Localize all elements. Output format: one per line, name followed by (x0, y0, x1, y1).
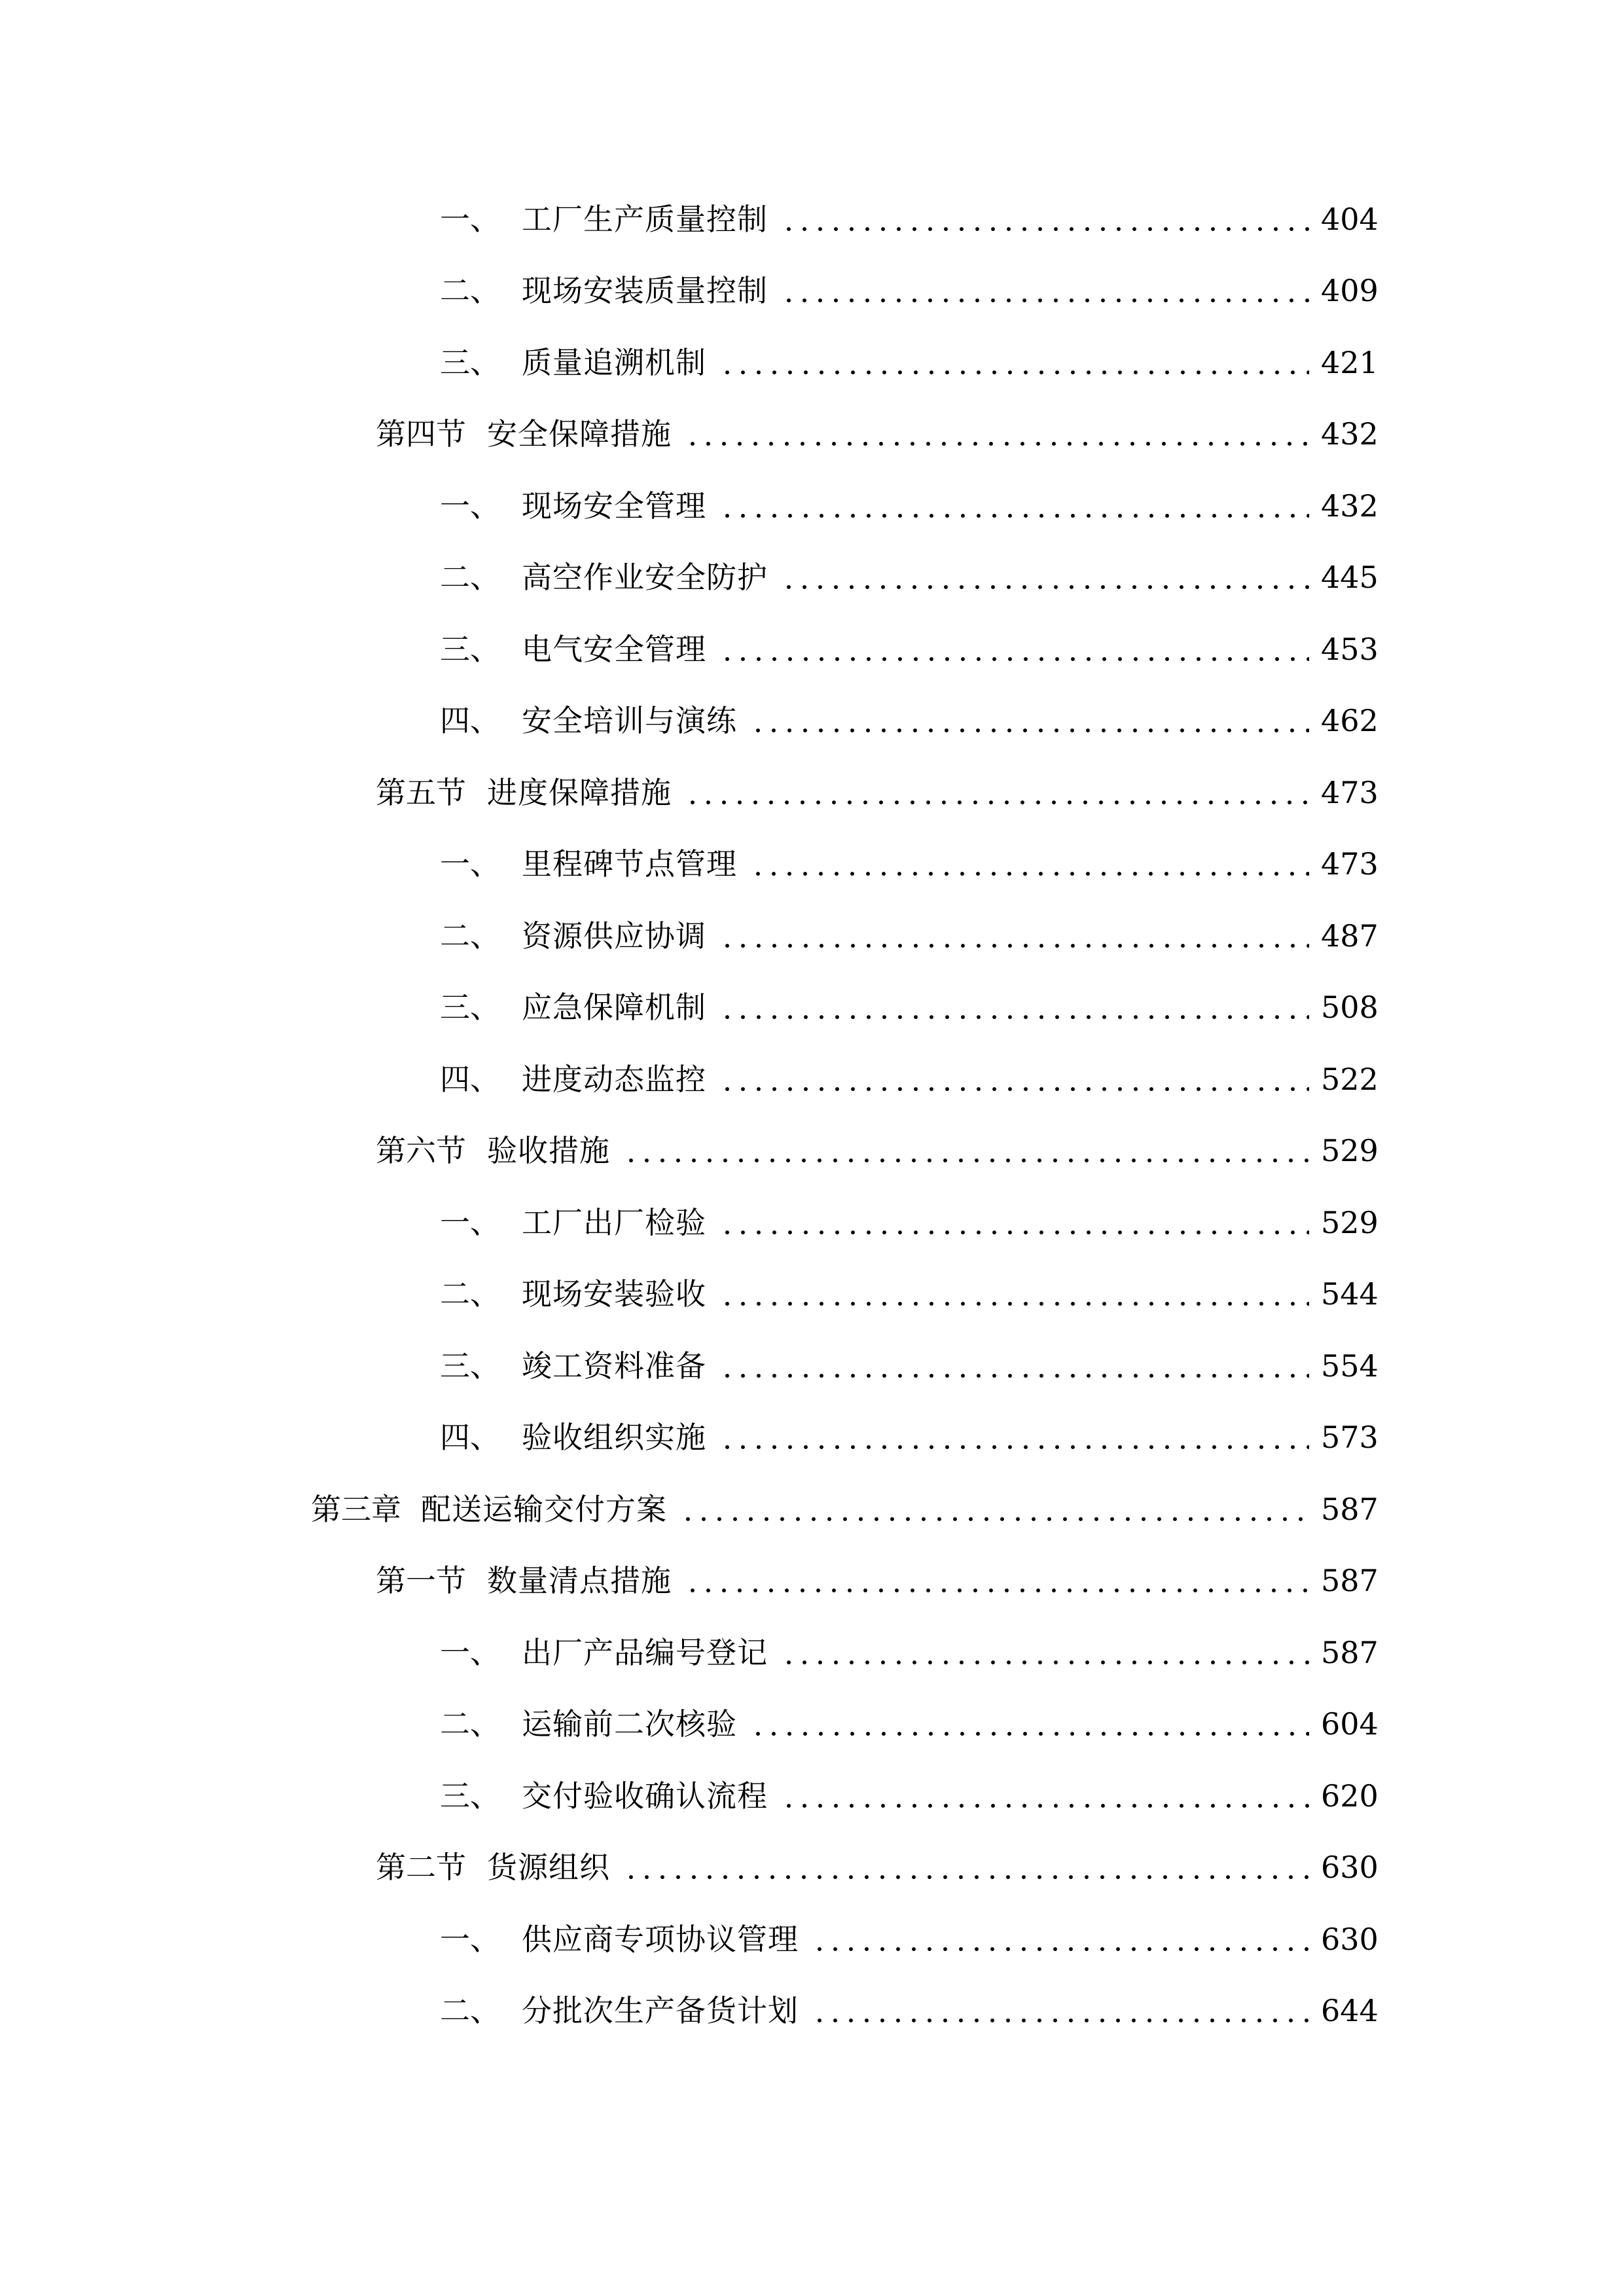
toc-entry-title: 安全培训与演练 (522, 703, 737, 738)
toc-entry-page: 522 (1321, 1062, 1379, 1097)
toc-dot-leader (715, 336, 1309, 389)
toc-dot-leader (715, 1268, 1309, 1320)
toc-entry-marker: 一、 (440, 846, 500, 882)
toc-entry-page: 644 (1321, 1993, 1379, 2028)
toc-entry-page: 529 (1321, 1205, 1379, 1240)
toc-dot-leader (715, 1196, 1309, 1249)
toc-entry-title: 货源组织 (487, 1850, 610, 1885)
toc-dot-leader (681, 766, 1309, 819)
toc-entry-title: 现场安装质量控制 (522, 273, 768, 308)
toc-entry-marker: 一、 (440, 1635, 500, 1670)
toc-entry-marker: 三、 (440, 345, 500, 380)
toc-entry-title: 工厂生产质量控制 (522, 202, 768, 237)
toc-entry-marker: 三、 (440, 990, 500, 1025)
toc-entry-marker: 二、 (440, 1276, 500, 1312)
toc-entry-marker: 三、 (440, 632, 500, 667)
toc-entry-marker: 第五节 (376, 775, 466, 810)
toc-entry-marker: 三、 (440, 1348, 500, 1384)
toc-entry[interactable] (440, 264, 1379, 317)
toc-entry[interactable] (440, 1698, 1379, 1750)
toc-entry-title: 分批次生产备货计划 (522, 1993, 799, 2028)
toc-entry[interactable] (440, 480, 1379, 532)
toc-entry-page: 453 (1321, 632, 1379, 667)
toc-dot-leader (777, 551, 1309, 603)
toc-entry-page: 554 (1321, 1348, 1379, 1384)
toc-dot-leader (746, 1698, 1309, 1750)
toc-entry-title: 质量追溯机制 (522, 345, 706, 380)
toc-entry-title: 工厂出厂检验 (522, 1205, 706, 1240)
toc-entry-page: 421 (1321, 345, 1379, 380)
toc-entry-page: 587 (1321, 1635, 1379, 1670)
toc-entry-page: 620 (1321, 1778, 1379, 1814)
toc-dot-leader (676, 1483, 1309, 1535)
toc-dot-leader (777, 1626, 1309, 1679)
toc-entry[interactable] (440, 193, 1379, 245)
toc-entry[interactable] (440, 336, 1379, 389)
toc-entry-title: 数量清点措施 (487, 1563, 672, 1598)
toc-entry-page: 409 (1321, 273, 1379, 308)
toc-entry-title: 现场安装验收 (522, 1276, 706, 1312)
toc-entry-marker: 四、 (440, 1062, 500, 1097)
toc-entry-marker: 二、 (440, 1993, 500, 2028)
toc-entry-title: 验收组织实施 (522, 1420, 706, 1455)
toc-entry-title: 里程碑节点管理 (522, 846, 737, 882)
toc-entry-marker: 一、 (440, 202, 500, 237)
toc-entry-page: 573 (1321, 1420, 1379, 1455)
toc-entry-marker: 第三章 (311, 1492, 401, 1527)
toc-dot-leader (715, 623, 1309, 675)
toc-entry-title: 进度保障措施 (487, 775, 672, 810)
toc-entry-marker: 二、 (440, 273, 500, 308)
toc-entry[interactable] (376, 408, 1379, 460)
toc-entry[interactable] (440, 1196, 1379, 1249)
toc-entry[interactable] (440, 1626, 1379, 1679)
toc-entry-title: 竣工资料准备 (522, 1348, 706, 1384)
toc-entry-marker: 三、 (440, 1778, 500, 1814)
toc-entry[interactable] (376, 766, 1379, 819)
toc-entry-marker: 第二节 (376, 1850, 466, 1885)
toc-entry-title: 配送运输交付方案 (421, 1492, 667, 1527)
toc-entry[interactable] (440, 1913, 1379, 1965)
toc-entry-page: 630 (1321, 1922, 1379, 1957)
toc-entry[interactable] (376, 1554, 1379, 1607)
toc-entry-marker: 二、 (440, 1706, 500, 1742)
toc-entry-page: 473 (1321, 846, 1379, 882)
toc-dot-leader (808, 1984, 1309, 2037)
toc-dot-leader (715, 910, 1309, 962)
toc-dot-leader (746, 838, 1309, 890)
toc-dot-leader (777, 193, 1309, 245)
toc-entry[interactable] (440, 1984, 1379, 2037)
toc-dot-leader (681, 408, 1309, 460)
toc-entry-title: 验收措施 (487, 1133, 610, 1168)
toc-entry[interactable] (440, 551, 1379, 603)
toc-entry-title: 资源供应协调 (522, 918, 706, 954)
toc-dot-leader (619, 1841, 1309, 1893)
toc-entry-page: 404 (1321, 202, 1379, 237)
toc-entry[interactable] (440, 1411, 1379, 1463)
toc-dot-leader (777, 1770, 1309, 1822)
toc-entry-title: 现场安全管理 (522, 488, 706, 524)
toc-entry-title: 高空作业安全防护 (522, 560, 768, 595)
toc-entry-page: 462 (1321, 703, 1379, 738)
toc-dot-leader (777, 264, 1309, 317)
toc-entry-marker: 四、 (440, 703, 500, 738)
toc-dot-leader (619, 1124, 1309, 1177)
toc-entry-page: 544 (1321, 1276, 1379, 1312)
toc-entry-page: 529 (1321, 1133, 1379, 1168)
toc-dot-leader (715, 981, 1309, 1033)
toc-dot-leader (746, 694, 1309, 747)
toc-entry-page: 487 (1321, 918, 1379, 954)
toc-dot-leader (715, 1340, 1309, 1392)
toc-entry-title: 安全保障措施 (487, 416, 672, 452)
toc-entry[interactable] (440, 910, 1379, 962)
toc-dot-leader (808, 1913, 1309, 1965)
toc-entry-page: 508 (1321, 990, 1379, 1025)
toc-entry[interactable] (376, 1841, 1379, 1893)
toc-entry[interactable] (440, 694, 1379, 747)
toc-dot-leader (715, 1053, 1309, 1105)
toc-entry-marker: 第一节 (376, 1563, 466, 1598)
toc-entry[interactable] (311, 1483, 1379, 1535)
toc-entry[interactable] (440, 1340, 1379, 1392)
toc-entry-marker: 四、 (440, 1420, 500, 1455)
toc-entry-title: 出厂产品编号登记 (522, 1635, 768, 1670)
toc-entry[interactable] (440, 623, 1379, 675)
toc-entry-page: 445 (1321, 560, 1379, 595)
toc-entry-marker: 二、 (440, 560, 500, 595)
toc-dot-leader (715, 1411, 1309, 1463)
toc-entry-page: 630 (1321, 1850, 1379, 1885)
toc-entry-marker: 一、 (440, 1205, 500, 1240)
toc-entry[interactable] (440, 1770, 1379, 1822)
toc-entry-title: 进度动态监控 (522, 1062, 706, 1097)
toc-entry-marker: 二、 (440, 918, 500, 954)
toc-entry-marker: 第六节 (376, 1133, 466, 1168)
toc-entry[interactable] (440, 838, 1379, 890)
toc-entry-page: 473 (1321, 775, 1379, 810)
toc-entry-title: 运输前二次核验 (522, 1706, 737, 1742)
toc-entry-marker: 一、 (440, 1922, 500, 1957)
toc-entry-title: 应急保障机制 (522, 990, 706, 1025)
toc-entry[interactable] (440, 1053, 1379, 1105)
toc-entry-page: 432 (1321, 488, 1379, 524)
toc-entry[interactable] (376, 1124, 1379, 1177)
toc-entry-page: 604 (1321, 1706, 1379, 1742)
toc-entry[interactable] (440, 1268, 1379, 1320)
toc-entry-title: 交付验收确认流程 (522, 1778, 768, 1814)
toc-dot-leader (715, 480, 1309, 532)
toc-entry-page: 432 (1321, 416, 1379, 452)
toc-entry-page: 587 (1321, 1492, 1379, 1527)
toc-entry-page: 587 (1321, 1563, 1379, 1598)
toc-entry-title: 电气安全管理 (522, 632, 706, 667)
toc-entry-marker: 一、 (440, 488, 500, 524)
toc-entry-marker: 第四节 (376, 416, 466, 452)
toc-entry[interactable] (440, 981, 1379, 1033)
toc-entry-title: 供应商专项协议管理 (522, 1922, 799, 1957)
toc-dot-leader (681, 1554, 1309, 1607)
